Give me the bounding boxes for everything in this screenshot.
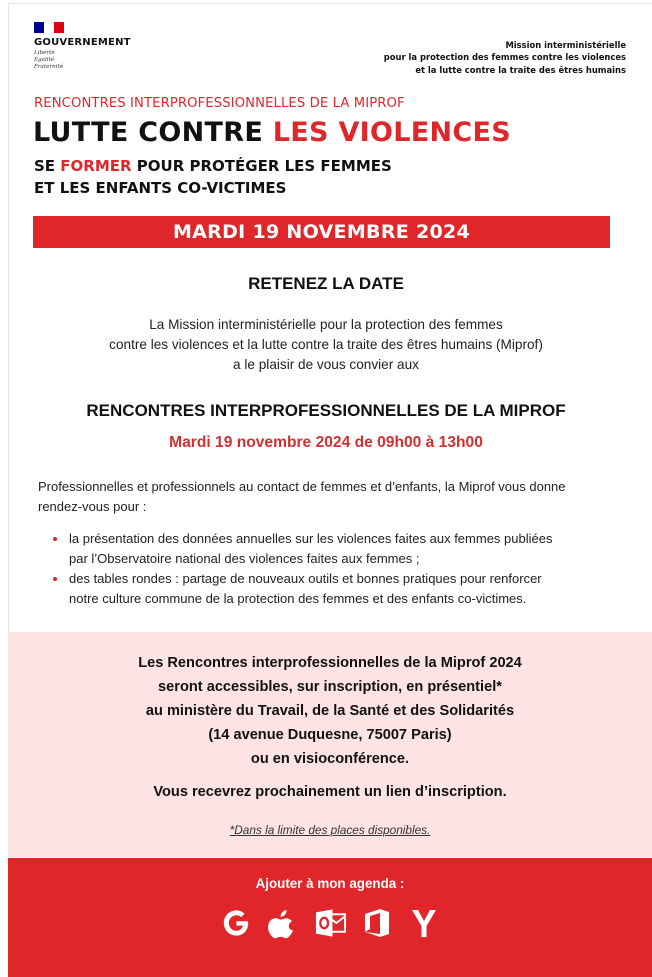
gov-motto: Liberté Égalité Fraternité bbox=[34, 50, 64, 70]
list-item: la présentation des données annuelles sur les violences faites aux femmes publiées par l’Observatoire national des violences faites aux femmes ; bbox=[52, 529, 612, 569]
apple-icon[interactable] bbox=[267, 906, 300, 939]
save-the-date-heading: RETENEZ LA DATE bbox=[248, 274, 404, 293]
registration-notice: Vous recevrez prochainement un lien d’inscription. bbox=[153, 784, 507, 800]
bullet-icon bbox=[53, 537, 57, 541]
program-list bbox=[52, 529, 612, 609]
event-kicker: RENCONTRES INTERPROFESSIONNELLES DE LA MIPROF bbox=[34, 96, 405, 111]
government-logo bbox=[34, 22, 154, 71]
gov-name: GOUVERNEMENT bbox=[34, 37, 131, 48]
event-heading: RENCONTRES INTERPROFESSIONNELLES DE LA MIPROF bbox=[86, 401, 566, 420]
sub-title: SE FORMER POUR PROTÉGER LES FEMMES ET LES ENFANTS CO-VICTIMES bbox=[34, 157, 392, 197]
mission-name: Mission interministérielle pour la protection des femmes contre les violences et la lutte contre la traite des êtres humains bbox=[383, 40, 626, 75]
french-flag-icon bbox=[34, 22, 64, 33]
calendar-links bbox=[8, 906, 652, 939]
intro-paragraph: La Mission interministérielle pour la protection des femmes contre les violences et la lutte contre la traite des êtres humains (Miprof) a le plaisir de vous convier aux bbox=[109, 317, 543, 372]
main-title: LUTTE CONTRE LES VIOLENCES bbox=[33, 117, 512, 148]
outlook-icon[interactable] bbox=[314, 906, 347, 939]
google-icon[interactable] bbox=[220, 906, 253, 939]
office-icon[interactable] bbox=[361, 906, 394, 939]
list-item: des tables rondes : partage de nouveaux outils et bonnes pratiques pour renforcer notre culture commune de la protection des femmes et des enfants co-victimes. bbox=[52, 569, 612, 609]
event-schedule: Mardi 19 novembre 2024 de 09h00 à 13h00 bbox=[169, 434, 483, 451]
agenda-footer bbox=[8, 858, 652, 977]
agenda-title: Ajouter à mon agenda : bbox=[255, 876, 405, 891]
access-info: Les Rencontres interprofessionnelles de la Miprof 2024 seront accessibles, sur inscription, en présentiel* au ministère du Travail, de la Santé et des Solidarités (14 avenue Duquesne, 75007 Paris) ou en visioconférence. bbox=[138, 655, 522, 767]
date-banner: MARDI 19 NOVEMBRE 2024 bbox=[33, 216, 610, 248]
footnote-link[interactable]: *Dans la limite des places disponibles. bbox=[229, 823, 431, 837]
audience-paragraph: Professionnelles et professionnels au contact de femmes et d’enfants, la Miprof vous donne rendez-vous pour : bbox=[38, 479, 566, 514]
bullet-icon bbox=[53, 577, 57, 581]
info-box bbox=[8, 632, 652, 857]
yahoo-icon[interactable] bbox=[408, 906, 441, 939]
